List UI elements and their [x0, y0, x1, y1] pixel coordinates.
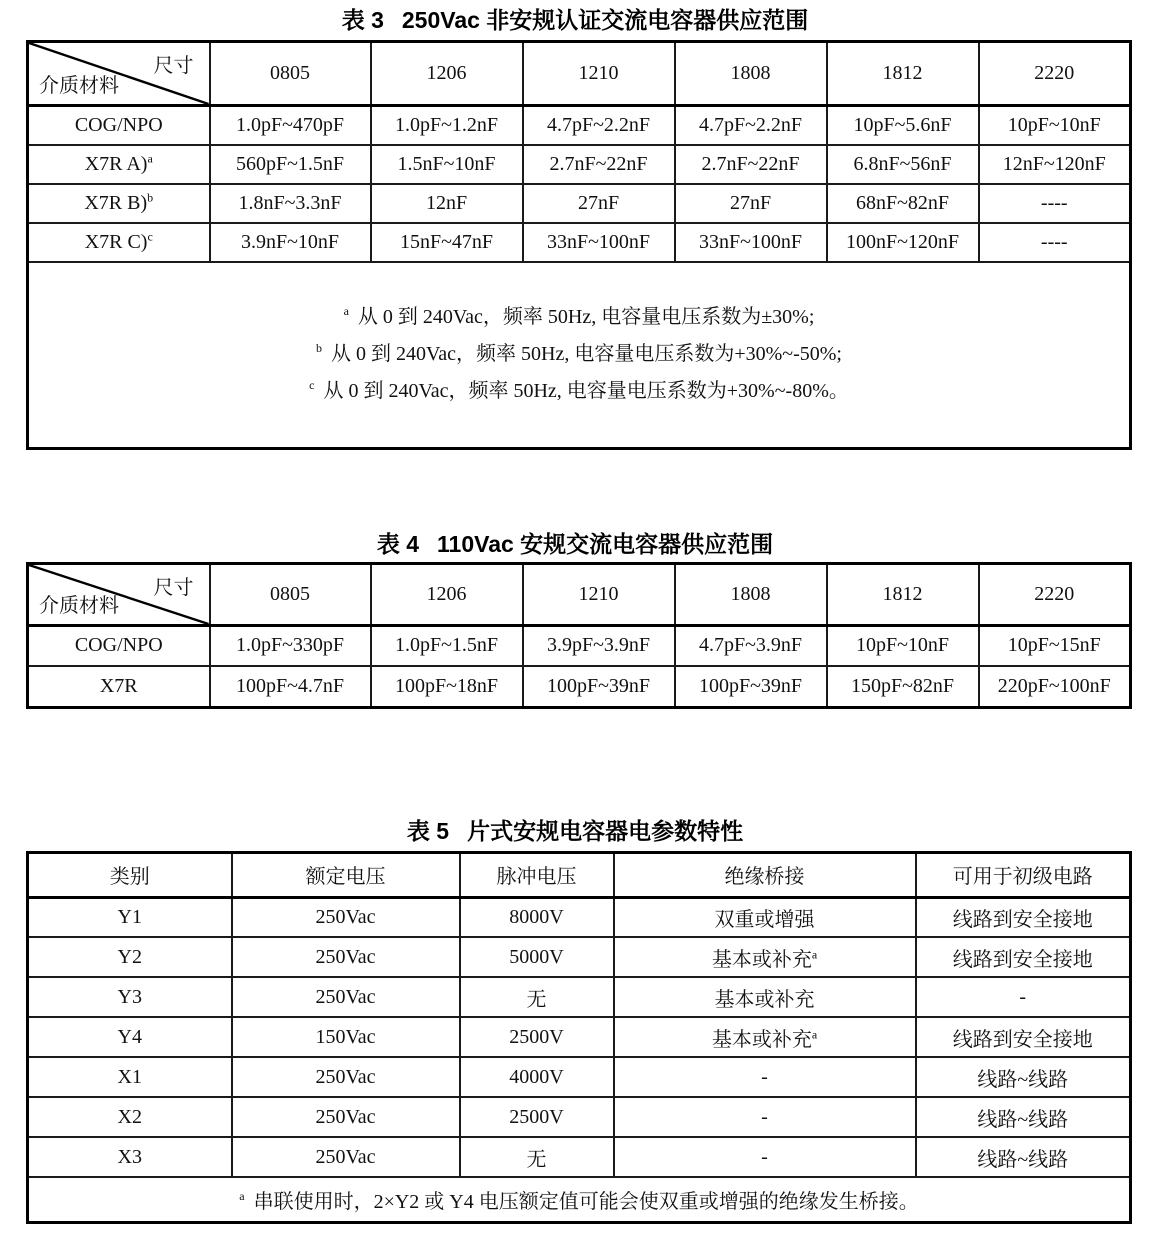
primary-circuit-cell: 线路~线路 [916, 1137, 1131, 1177]
footnote-mark: a [343, 304, 349, 319]
material-label: X7R B) [84, 191, 148, 214]
value-cell: 12nF [371, 184, 523, 223]
corner-label-material: 介质材料 [39, 594, 119, 617]
cell-superscript: a [811, 946, 818, 961]
table5-header-row [28, 852, 1131, 897]
footnote-mark: a [239, 1189, 245, 1204]
value-cell: 10pF~5.6nF [827, 106, 979, 145]
corner-label-material: 介质材料 [39, 75, 119, 97]
table3-title-label: 表 3 [341, 7, 384, 33]
material-label-cell [28, 106, 210, 145]
table3-corner-cell [28, 42, 210, 106]
material-label: COG/NPO [74, 634, 163, 657]
value-cell: 4.7pF~2.2nF [523, 106, 675, 145]
insulation-bridging-cell [614, 1057, 916, 1097]
value-cell: 68nF~82nF [827, 184, 979, 223]
material-label: X7R [99, 674, 138, 697]
class-cell: Y3 [28, 977, 232, 1017]
value-cell: ---- [979, 223, 1131, 262]
footnote-text: 从 0 到 240Vac，频率 50Hz, 电容量电压系数为+30%~-80%。 [323, 380, 849, 402]
value-cell: 6.8nF~56nF [827, 145, 979, 184]
value-cell: 100nF~120nF [827, 223, 979, 262]
column-header: 2220 [979, 42, 1131, 106]
value-cell: 15nF~47nF [371, 223, 523, 262]
value-cell: 220pF~100nF [979, 666, 1131, 707]
class-cell: Y2 [28, 937, 232, 977]
value-cell: 4.7pF~3.9nF [675, 625, 827, 666]
insulation-bridging-text: 双重或增强 [714, 908, 815, 931]
table-row [28, 145, 1131, 184]
primary-circuit-cell: 线路到安全接地 [916, 937, 1131, 977]
table-row [28, 666, 1131, 707]
value-cell: 100pF~18nF [371, 666, 523, 707]
value-cell: 1.0pF~1.5nF [371, 625, 523, 666]
value-cell: 4.7pF~2.2nF [675, 106, 827, 145]
column-header: 2220 [979, 563, 1131, 625]
table4-title-text: 110Vac 安规交流电容器供应范围 [437, 530, 774, 557]
table4-header-row [28, 563, 1131, 625]
pulse-voltage-cell: 8000V [460, 897, 614, 937]
value-cell: 560pF~1.5nF [210, 145, 371, 184]
table4-title-label: 表 4 [376, 530, 420, 557]
label-superscript: b [147, 189, 154, 204]
table3 [26, 40, 1132, 450]
material-label-cell [28, 145, 210, 184]
insulation-bridging-cell [614, 1097, 916, 1137]
value-cell: 2.7nF~22nF [523, 145, 675, 184]
table3-header-row [28, 42, 1131, 106]
table5-footnote-row [28, 1177, 1131, 1222]
column-header: 0805 [210, 42, 371, 106]
table-row [28, 184, 1131, 223]
value-cell: 33nF~100nF [675, 223, 827, 262]
column-header: 1206 [371, 563, 523, 625]
primary-circuit-cell: 线路~线路 [916, 1057, 1131, 1097]
table4-corner-cell [28, 563, 210, 625]
value-cell: 150pF~82nF [827, 666, 979, 707]
material-label-cell [28, 625, 210, 666]
rated-voltage-cell: 250Vac [232, 937, 460, 977]
primary-circuit-cell: 线路到安全接地 [916, 1017, 1131, 1057]
value-cell: 27nF [675, 184, 827, 223]
primary-circuit-cell: - [916, 977, 1131, 1017]
material-label: X7R C) [84, 230, 148, 253]
pulse-voltage-cell: 2500V [460, 1097, 614, 1137]
column-header: 1808 [675, 563, 827, 625]
value-cell: 2.7nF~22nF [675, 145, 827, 184]
table3-footnote-cell [28, 262, 1131, 449]
column-header: 1206 [371, 42, 523, 106]
material-label: COG/NPO [74, 113, 163, 136]
table-row [28, 1097, 1131, 1137]
footnote [29, 373, 1129, 410]
rated-voltage-cell: 250Vac [232, 1097, 460, 1137]
table3-title [0, 6, 1150, 34]
insulation-bridging-text: 基本或补充 [711, 948, 812, 971]
value-cell: ---- [979, 184, 1131, 223]
column-header: 1808 [675, 42, 827, 106]
corner-label-size: 尺寸 [153, 576, 194, 599]
value-cell: 10pF~10nF [827, 625, 979, 666]
cell-superscript: a [811, 1026, 818, 1041]
value-cell: 3.9nF~10nF [210, 223, 371, 262]
primary-circuit-cell: 线路~线路 [916, 1097, 1131, 1137]
value-cell: 100pF~4.7nF [210, 666, 371, 707]
insulation-bridging-cell [614, 1137, 916, 1177]
rated-voltage-cell: 250Vac [232, 1137, 460, 1177]
value-cell: 1.0pF~330pF [210, 625, 371, 666]
table-row [28, 937, 1131, 977]
footnote-mark: b [316, 341, 323, 356]
pulse-voltage-cell: 5000V [460, 937, 614, 977]
class-cell: Y1 [28, 897, 232, 937]
material-label-cell [28, 666, 210, 707]
column-header: 1210 [523, 42, 675, 106]
table-row [28, 106, 1131, 145]
rated-voltage-cell: 250Vac [232, 977, 460, 1017]
footnote-text: 串联使用时，2×Y2 或 Y4 电压额定值可能会使双重或增强的绝缘发生桥接。 [253, 1190, 919, 1213]
insulation-bridging-cell [614, 1017, 916, 1057]
value-cell: 12nF~120nF [979, 145, 1131, 184]
corner-label-size: 尺寸 [153, 55, 194, 77]
footnote-text: 从 0 到 240Vac，频率 50Hz, 电容量电压系数为+30%~-50%; [331, 343, 842, 365]
pulse-voltage-cell: 4000V [460, 1057, 614, 1097]
value-cell: 27nF [523, 184, 675, 223]
value-cell: 1.8nF~3.3nF [210, 184, 371, 223]
label-superscript: a [147, 150, 153, 165]
material-label: X7R A) [84, 152, 148, 175]
insulation-bridging-text: 基本或补充 [711, 1028, 812, 1051]
table5 [26, 851, 1132, 1224]
column-header: 1210 [523, 563, 675, 625]
column-header: 绝缘桥接 [614, 852, 916, 897]
table5-title-text: 片式安规电容器电参数特性 [467, 817, 744, 844]
column-header: 0805 [210, 563, 371, 625]
value-cell: 100pF~39nF [523, 666, 675, 707]
rated-voltage-cell: 250Vac [232, 897, 460, 937]
column-header: 1812 [827, 563, 979, 625]
table-row [28, 223, 1131, 262]
table-row [28, 977, 1131, 1017]
insulation-bridging-cell [614, 897, 916, 937]
class-cell: X2 [28, 1097, 232, 1137]
table4 [26, 562, 1132, 709]
value-cell: 100pF~39nF [675, 666, 827, 707]
table5-title-label: 表 5 [406, 817, 450, 844]
pulse-voltage-cell: 无 [460, 1137, 614, 1177]
value-cell: 1.5nF~10nF [371, 145, 523, 184]
insulation-bridging-text: 基本或补充 [714, 988, 815, 1011]
value-cell: 33nF~100nF [523, 223, 675, 262]
rated-voltage-cell: 150Vac [232, 1017, 460, 1057]
table-row [28, 1057, 1131, 1097]
value-cell: 10pF~15nF [979, 625, 1131, 666]
class-cell: X1 [28, 1057, 232, 1097]
table4-title [0, 530, 1150, 558]
insulation-bridging-text: - [761, 1065, 768, 1088]
table-row [28, 897, 1131, 937]
table-row [28, 625, 1131, 666]
insulation-bridging-cell [614, 977, 916, 1017]
pulse-voltage-cell: 2500V [460, 1017, 614, 1057]
material-label-cell [28, 223, 210, 262]
value-cell: 1.0pF~470pF [210, 106, 371, 145]
class-cell: X3 [28, 1137, 232, 1177]
footnote-text: 从 0 到 240Vac，频率 50Hz, 电容量电压系数为±30%; [357, 306, 815, 328]
footnote [29, 299, 1129, 336]
pulse-voltage-cell: 无 [460, 977, 614, 1017]
table-row [28, 1017, 1131, 1057]
value-cell: 1.0pF~1.2nF [371, 106, 523, 145]
material-label-cell [28, 184, 210, 223]
insulation-bridging-text: - [761, 1105, 768, 1128]
table3-title-text: 250Vac 非安规认证交流电容器供应范围 [401, 7, 809, 33]
primary-circuit-cell: 线路到安全接地 [916, 897, 1131, 937]
table3-footnote-row [28, 262, 1131, 449]
table5-footnote-cell [28, 1177, 1131, 1222]
column-header: 可用于初级电路 [916, 852, 1131, 897]
footnote-mark: c [309, 378, 315, 393]
value-cell: 3.9pF~3.9nF [523, 625, 675, 666]
column-header: 脉冲电压 [460, 852, 614, 897]
column-header: 1812 [827, 42, 979, 106]
insulation-bridging-text: - [761, 1145, 768, 1168]
class-cell: Y4 [28, 1017, 232, 1057]
table-row [28, 1137, 1131, 1177]
column-header: 额定电压 [232, 852, 460, 897]
footnote [29, 336, 1129, 373]
rated-voltage-cell: 250Vac [232, 1057, 460, 1097]
table5-title [0, 817, 1150, 845]
column-header: 类别 [28, 852, 232, 897]
label-superscript: c [147, 228, 153, 243]
value-cell: 10pF~10nF [979, 106, 1131, 145]
insulation-bridging-cell [614, 937, 916, 977]
